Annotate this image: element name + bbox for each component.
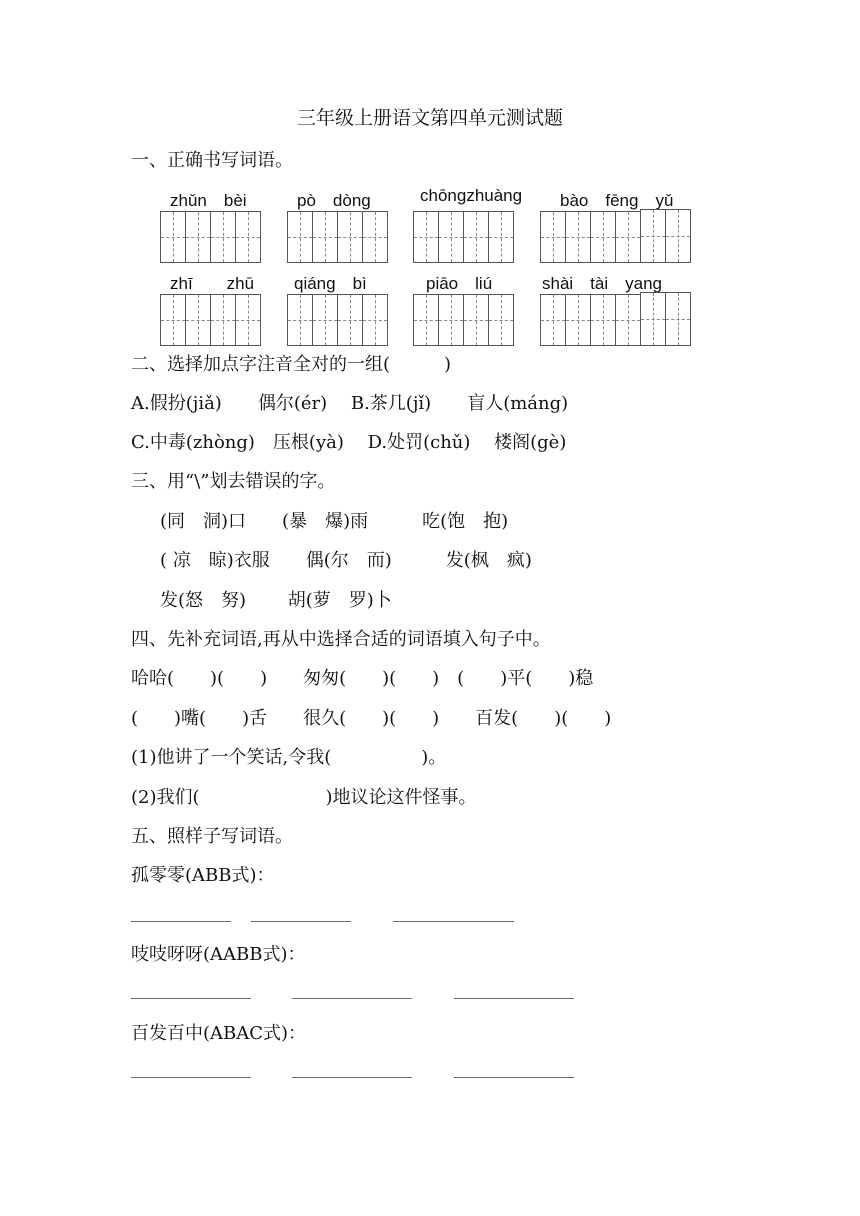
grid-cell[interactable] (540, 294, 566, 346)
sentence-line: (2)我们( )地议论这件怪事。 (131, 787, 477, 808)
choice-line: A.假扮(jiǎ) 偶尔(ér) B.茶几(jǐ) 盲人(máng) (131, 393, 569, 414)
grid-cell[interactable] (235, 211, 261, 263)
grid-cell[interactable] (185, 294, 211, 346)
fill-line: 哈哈( )( ) 匆匆( )( ) ( )平( )稳 (131, 668, 594, 689)
writing-grid[interactable] (287, 211, 388, 263)
grid-cell[interactable] (362, 211, 388, 263)
grid-cell[interactable] (337, 211, 363, 263)
pinyin-label: qiáng bì (294, 274, 367, 293)
writing-grid[interactable] (540, 294, 691, 346)
answer-blank[interactable] (454, 998, 574, 999)
pinyin-label: shài tài yang (542, 274, 663, 293)
answer-blank[interactable] (251, 921, 351, 922)
sentence-line: (1)他讲了一个笑话,令我( )。 (131, 747, 447, 768)
choice-line: C.中毒(zhòng) 压根(yà) D.处罚(chǔ) 楼阁(gè) (131, 432, 567, 453)
writing-grid[interactable] (287, 294, 388, 346)
answer-blank[interactable] (131, 998, 251, 999)
grid-cell[interactable] (413, 294, 439, 346)
grid-cell[interactable] (287, 211, 313, 263)
grid-cell[interactable] (210, 294, 236, 346)
grid-cell[interactable] (640, 292, 666, 346)
grid-cell[interactable] (362, 294, 388, 346)
answer-blank[interactable] (131, 921, 231, 922)
section-1-heading: 一、正确书写词语。 (131, 150, 293, 171)
exercise-line: (同 洞)口 (暴 爆)雨 吃(饱 抱) (160, 511, 509, 532)
grid-cell[interactable] (287, 294, 313, 346)
fill-line: ( )嘴( )舌 很久( )( ) 百发( )( ) (131, 708, 612, 729)
grid-cell[interactable] (160, 294, 186, 346)
answer-blank[interactable] (131, 1077, 251, 1078)
grid-cell[interactable] (488, 294, 514, 346)
grid-cell[interactable] (312, 294, 338, 346)
exercise-line: ( 凉 晾)衣服 偶(尔 而) 发(枫 疯) (160, 550, 532, 571)
grid-cell[interactable] (640, 209, 666, 263)
pinyin-label: zhǔn bèi (170, 191, 247, 210)
answer-blank[interactable] (292, 998, 412, 999)
grid-cell[interactable] (665, 209, 691, 263)
grid-cell[interactable] (438, 294, 464, 346)
grid-cell[interactable] (185, 211, 211, 263)
grid-cell[interactable] (337, 294, 363, 346)
section-3-heading: 三、用“\”划去错误的字。 (131, 471, 336, 492)
exercise-line: 发(怒 努) 胡(萝 罗)卜 (160, 590, 392, 611)
pinyin-label: bào fēng yǔ (560, 191, 674, 210)
writing-grid[interactable] (413, 294, 514, 346)
section-4-heading: 四、先补充词语,再从中选择合适的词语填入句子中。 (131, 629, 551, 650)
grid-cell[interactable] (210, 211, 236, 263)
grid-cell[interactable] (160, 211, 186, 263)
grid-cell[interactable] (615, 211, 641, 263)
section-5-heading: 五、照样子写词语。 (131, 826, 293, 847)
answer-blank[interactable] (393, 921, 514, 922)
example-label: 孤零零(ABB式)： (131, 865, 275, 886)
grid-cell[interactable] (438, 211, 464, 263)
grid-cell[interactable] (463, 294, 489, 346)
grid-cell[interactable] (463, 211, 489, 263)
example-label: 吱吱呀呀(AABB式)： (131, 944, 306, 965)
grid-cell[interactable] (615, 294, 641, 346)
writing-grid[interactable] (160, 294, 261, 346)
pinyin-label: chōngzhuàng (420, 186, 523, 205)
section-2-heading: 二、选择加点字注音全对的一组( ) (131, 354, 452, 375)
grid-cell[interactable] (235, 294, 261, 346)
grid-cell[interactable] (312, 211, 338, 263)
answer-blank[interactable] (454, 1077, 574, 1078)
grid-cell[interactable] (413, 211, 439, 263)
writing-grid[interactable] (413, 211, 514, 263)
pinyin-label: piāo liú (426, 274, 493, 293)
pinyin-label: zhī zhū (170, 274, 255, 293)
grid-cell[interactable] (590, 294, 616, 346)
writing-grid[interactable] (540, 211, 691, 263)
grid-cell[interactable] (488, 211, 514, 263)
example-label: 百发百中(ABAC式)： (131, 1023, 307, 1044)
pinyin-label: pò dòng (297, 191, 371, 210)
grid-cell[interactable] (665, 292, 691, 346)
writing-grid[interactable] (160, 211, 261, 263)
grid-cell[interactable] (565, 211, 591, 263)
grid-cell[interactable] (540, 211, 566, 263)
grid-cell[interactable] (590, 211, 616, 263)
answer-blank[interactable] (292, 1077, 412, 1078)
page-title: 三年级上册语文第四单元测试题 (296, 107, 563, 129)
grid-cell[interactable] (565, 294, 591, 346)
